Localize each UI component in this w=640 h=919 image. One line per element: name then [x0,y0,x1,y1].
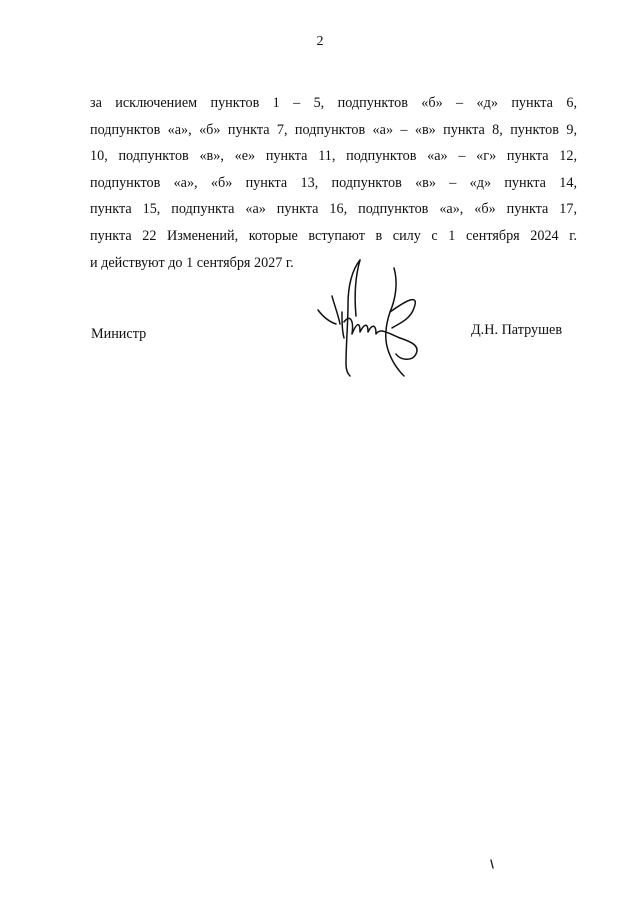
handwritten-signature [316,258,432,380]
body-line: пункта 15, подпункта «а» пункта 16, подпунктов «а», «б» пункта 17, [90,201,577,218]
signature-block [0,0,640,400]
body-line: пункта 22 Изменений, которые вступают в силу с 1 сентября 2024 г. [90,227,577,244]
scan-speck [489,859,495,871]
signatory-title: Министр [91,326,147,342]
body-line: подпунктов «а», «б» пункта 13, подпунктов «в» – «д» пункта 14, [90,174,577,191]
signatory-name: Д.Н. Патрушев [471,322,563,338]
page-number: 2 [316,34,324,49]
body-line: и действуют до 1 сентября 2027 г. [90,254,294,271]
body-line: за исключением пунктов 1 – 5, подпунктов «б» – «д» пункта 6, [90,95,577,111]
body-line: 10, подпунктов «в», «е» пункта 11, подпунктов «а» – «г» пункта 12, [90,148,577,165]
body-line: подпунктов «а», «б» пункта 7, подпунктов «а» – «в» пункта 8, пунктов 9, [90,121,577,138]
